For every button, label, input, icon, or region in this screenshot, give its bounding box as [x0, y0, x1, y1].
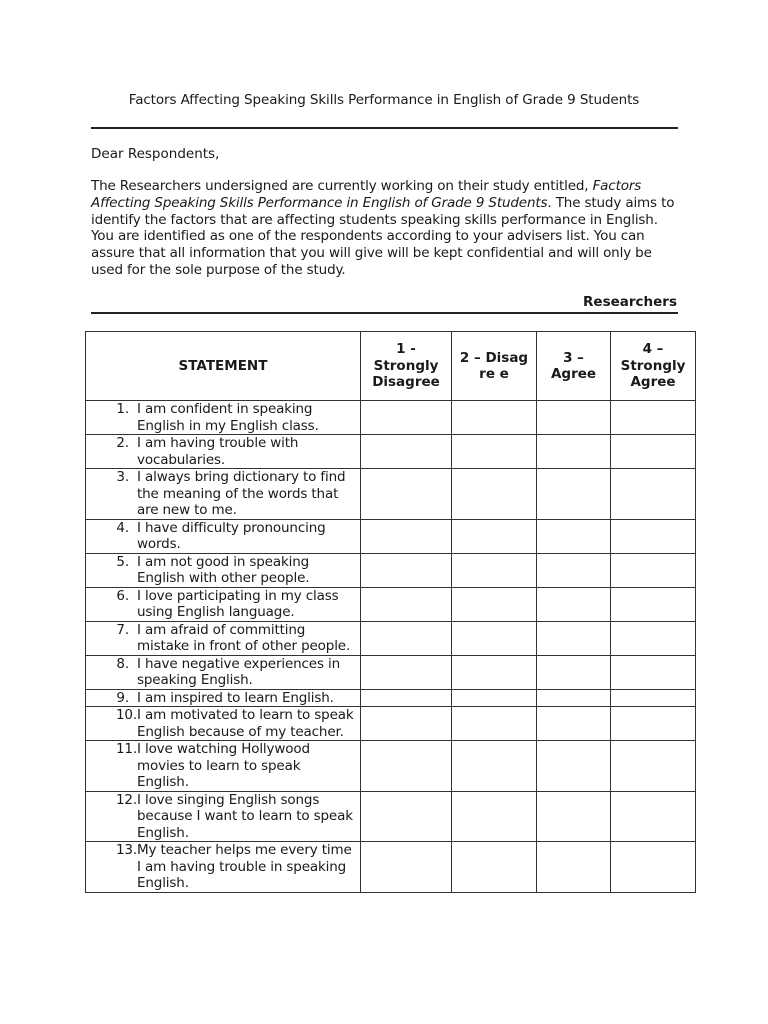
response-cell-strongly-agree[interactable] — [611, 689, 696, 707]
statement-number: 11. — [115, 741, 137, 757]
header-row — [86, 332, 696, 401]
top-divider — [91, 127, 678, 129]
response-cell-strongly-disagree[interactable] — [361, 655, 452, 689]
statement-number: 7. — [116, 621, 129, 638]
response-cell-disagree[interactable] — [452, 621, 537, 655]
statement-item — [86, 842, 354, 892]
statement-text: I am having trouble with vocabularies. — [137, 435, 299, 468]
response-cell-strongly-agree[interactable] — [611, 401, 696, 435]
statement-cell — [86, 587, 361, 621]
statement-text: I love singing English songs because I want to learn to speak English. — [137, 791, 353, 841]
greeting: Dear Respondents, — [91, 146, 220, 162]
statement-number: 4. — [116, 519, 129, 536]
statement-item — [86, 656, 354, 689]
response-cell-agree[interactable] — [537, 707, 611, 741]
response-cell-disagree[interactable] — [452, 587, 537, 621]
header-strongly-agree: 4 – Strongly Agree — [611, 332, 696, 401]
response-cell-strongly-disagree[interactable] — [361, 842, 452, 893]
header-disagree: 2 – Disagre e — [452, 332, 537, 401]
response-cell-strongly-agree[interactable] — [611, 553, 696, 587]
statement-text: I am afraid of committing mistake in front of other people. — [137, 621, 351, 654]
study-title-italic: Factors Affecting Speaking Skills Performance in English of Grade 9 Students — [91, 178, 642, 211]
statement-cell — [86, 707, 361, 741]
statement-item — [86, 435, 354, 468]
intro-text-end: . The study aims to identify the factors that are affecting students speaking skills performance in English. You are identified as one of the respondents according to your advisers list. You can assure that all information that you will give will be kept confidential and will only be used for the sole purpose of the study. — [91, 194, 675, 278]
statement-cell — [86, 469, 361, 520]
statement-cell — [86, 791, 361, 842]
statement-item — [86, 741, 354, 791]
signature: Researchers — [583, 294, 677, 310]
statement-cell — [86, 553, 361, 587]
table-row — [86, 469, 696, 520]
table-row — [86, 587, 696, 621]
response-cell-disagree[interactable] — [452, 435, 537, 469]
response-cell-disagree[interactable] — [452, 689, 537, 707]
statement-cell — [86, 689, 361, 707]
statement-number: 13. — [115, 842, 137, 858]
response-cell-agree[interactable] — [537, 469, 611, 520]
statement-number: 6. — [116, 587, 129, 604]
table-row — [86, 707, 696, 741]
response-cell-strongly-agree[interactable] — [611, 435, 696, 469]
statement-item — [86, 554, 354, 587]
response-cell-agree[interactable] — [537, 519, 611, 553]
response-cell-agree[interactable] — [537, 587, 611, 621]
response-cell-strongly-disagree[interactable] — [361, 791, 452, 842]
table-row — [86, 791, 696, 842]
table-row — [86, 435, 696, 469]
response-cell-strongly-agree[interactable] — [611, 469, 696, 520]
response-cell-strongly-disagree[interactable] — [361, 435, 452, 469]
response-cell-disagree[interactable] — [452, 842, 537, 893]
response-cell-strongly-agree[interactable] — [611, 587, 696, 621]
statement-number: 1. — [116, 401, 129, 417]
statement-item — [86, 792, 354, 842]
response-cell-agree[interactable] — [537, 435, 611, 469]
header-strongly-disagree: 1 - Strongly Disagree — [361, 332, 452, 401]
table-row — [86, 741, 696, 792]
table-row — [86, 621, 696, 655]
table-row — [86, 401, 696, 435]
response-cell-agree[interactable] — [537, 842, 611, 893]
statement-item — [86, 401, 354, 434]
statement-cell — [86, 741, 361, 792]
response-cell-agree[interactable] — [537, 621, 611, 655]
statement-item — [86, 588, 354, 621]
response-cell-disagree[interactable] — [452, 519, 537, 553]
statement-cell — [86, 435, 361, 469]
statement-text: I always bring dictionary to find the meaning of the words that are new to me. — [137, 469, 346, 518]
response-cell-strongly-disagree[interactable] — [361, 553, 452, 587]
table-row — [86, 689, 696, 707]
statement-number: 12. — [115, 791, 137, 808]
table-row — [86, 655, 696, 689]
response-cell-strongly-agree[interactable] — [611, 655, 696, 689]
response-cell-disagree[interactable] — [452, 553, 537, 587]
intro-paragraph — [91, 178, 676, 279]
statement-item — [86, 690, 354, 707]
response-cell-disagree[interactable] — [452, 741, 537, 792]
response-cell-disagree[interactable] — [452, 707, 537, 741]
statement-cell — [86, 519, 361, 553]
response-cell-strongly-disagree[interactable] — [361, 741, 452, 792]
statement-number: 3. — [116, 469, 129, 485]
response-cell-agree[interactable] — [537, 401, 611, 435]
document-title: Factors Affecting Speaking Skills Performance in English of Grade 9 Students — [128, 92, 640, 108]
response-cell-strongly-agree[interactable] — [611, 621, 696, 655]
intro-text-start: The Researchers undersigned are currently working on their study entitled, — [91, 178, 593, 194]
response-cell-strongly-disagree[interactable] — [361, 689, 452, 707]
statement-item — [86, 707, 354, 740]
response-cell-strongly-disagree[interactable] — [361, 519, 452, 553]
response-cell-strongly-disagree[interactable] — [361, 401, 452, 435]
table-row — [86, 553, 696, 587]
response-cell-strongly-disagree[interactable] — [361, 707, 452, 741]
response-cell-strongly-disagree[interactable] — [361, 469, 452, 520]
statement-text: I have difficulty pronouncing words. — [137, 519, 326, 552]
response-cell-strongly-agree[interactable] — [611, 791, 696, 842]
response-cell-strongly-disagree[interactable] — [361, 587, 452, 621]
statement-text: I have negative experiences in speaking English. — [137, 655, 340, 688]
statement-text: I am confident in speaking English in my English class. — [137, 401, 319, 434]
header-agree: 3 – Agree — [537, 332, 611, 401]
statement-cell — [86, 842, 361, 893]
statement-number: 10. — [115, 707, 137, 723]
bottom-divider — [91, 312, 678, 314]
response-cell-agree[interactable] — [537, 791, 611, 842]
statement-text: I am not good in speaking English with other people. — [137, 553, 310, 586]
response-cell-strongly-agree[interactable] — [611, 707, 696, 741]
response-cell-strongly-agree[interactable] — [611, 519, 696, 553]
statement-number: 9. — [116, 689, 129, 706]
response-cell-disagree[interactable] — [452, 655, 537, 689]
statement-number: 8. — [116, 655, 129, 672]
response-cell-disagree[interactable] — [452, 401, 537, 435]
statement-cell — [86, 401, 361, 435]
statement-item — [86, 520, 354, 553]
statement-number: 2. — [116, 435, 129, 451]
response-cell-strongly-agree[interactable] — [611, 741, 696, 792]
response-cell-agree[interactable] — [537, 553, 611, 587]
statement-number: 5. — [116, 553, 129, 570]
statement-text: I love watching Hollywood movies to learn to speak English. — [137, 741, 310, 790]
survey-table — [85, 331, 696, 893]
statement-text: My teacher helps me every time I am having trouble in speaking English. — [137, 842, 352, 891]
table-row — [86, 519, 696, 553]
statement-item — [86, 469, 354, 519]
response-cell-agree[interactable] — [537, 741, 611, 792]
response-cell-disagree[interactable] — [452, 791, 537, 842]
response-cell-strongly-disagree[interactable] — [361, 621, 452, 655]
response-cell-agree[interactable] — [537, 689, 611, 707]
table-row — [86, 842, 696, 893]
response-cell-agree[interactable] — [537, 655, 611, 689]
statement-item — [86, 622, 354, 655]
statement-text: I love participating in my class using English language. — [137, 587, 339, 620]
statement-text: I am inspired to learn English. — [137, 689, 334, 706]
response-cell-strongly-agree[interactable] — [611, 842, 696, 893]
statement-cell — [86, 621, 361, 655]
statement-cell — [86, 655, 361, 689]
header-statement: STATEMENT — [86, 332, 361, 401]
response-cell-disagree[interactable] — [452, 469, 537, 520]
statement-text: I am motivated to learn to speak English because of my teacher. — [137, 707, 354, 740]
